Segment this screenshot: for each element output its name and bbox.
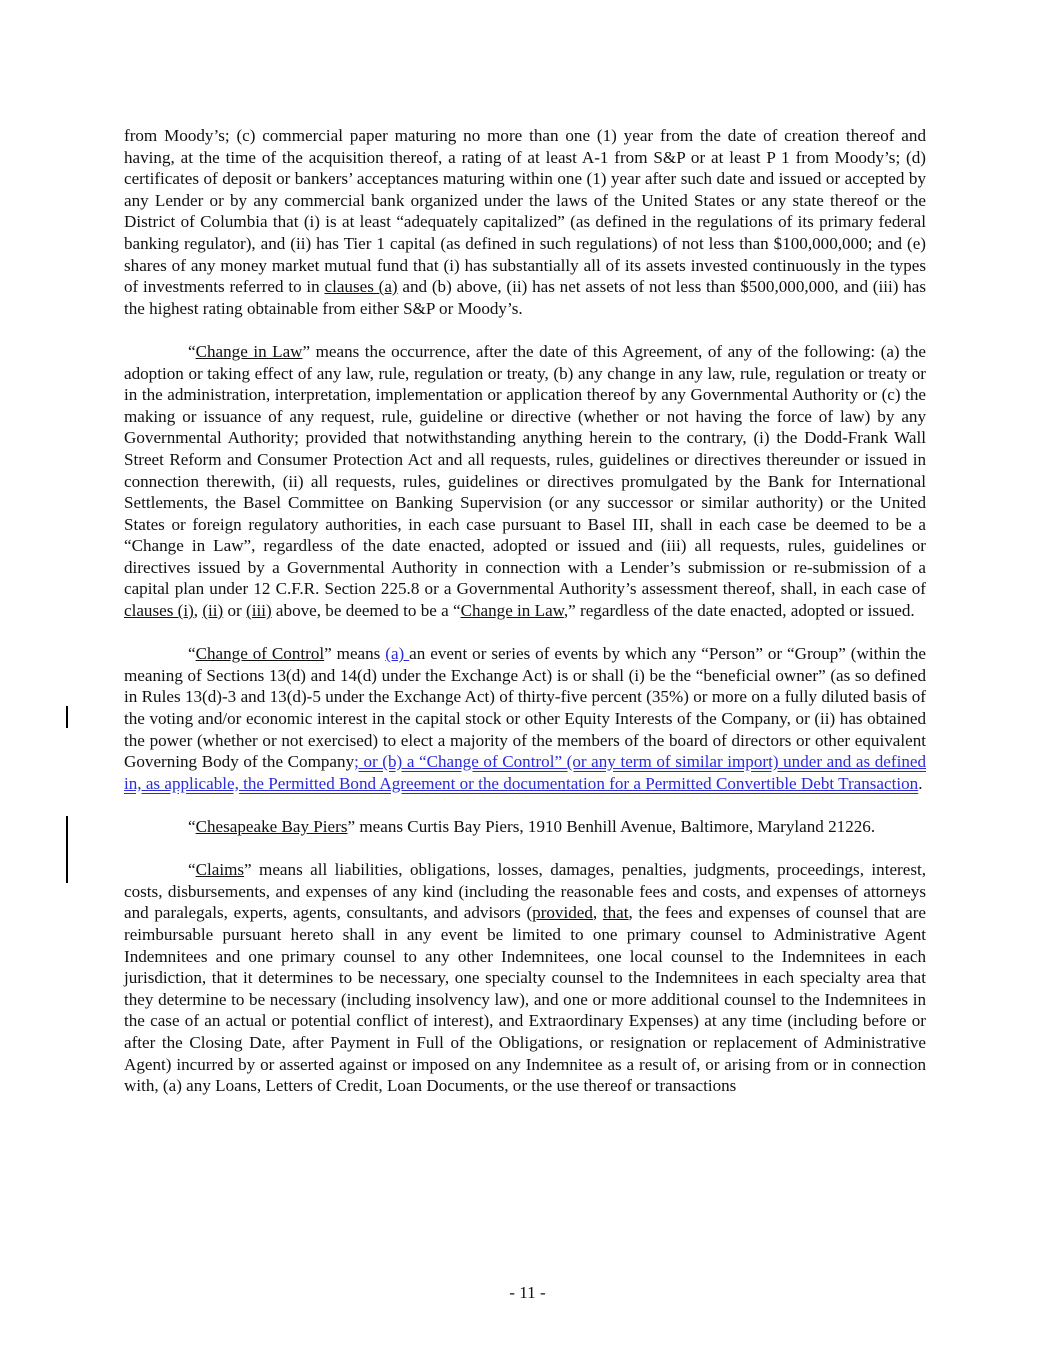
- paragraph-change-in-law: [124, 341, 926, 622]
- text: ,: [592, 903, 603, 923]
- defined-term-reference: Change in Law: [460, 601, 564, 621]
- defined-term: Change in Law: [195, 341, 303, 361]
- text: ” means Curtis Bay Piers, 1910 Benhill Avenue, Baltimore, Maryland 21226.: [347, 817, 876, 836]
- page-number: - 11 -: [509, 1283, 546, 1302]
- quote: “: [188, 341, 196, 361]
- clause-reference: clauses (a): [324, 277, 398, 297]
- text: ,” regardless of the date enacted, adopted or issued.: [563, 601, 915, 621]
- text: .: [918, 773, 923, 793]
- clause-reference: (iii): [246, 601, 272, 621]
- text: , the fees and expenses of counsel that are reimbursable pursuant hereto shall in any event be limited to one primary counsel to Administrative Agent Indemnitees and one primary counsel to any other Indemnitees, one local counsel to the Indemnitees in each jurisdiction, that it determines to be necessary, one specialty counsel to the Indemnitees in each specialty area that they determine to be necessary (including insolvency law), and one or more additional counsel to the Indemnitees in the case of an actual or potential conflict of interest), and Extraordinary Expenses) at any time (including before or after the Closing Date, after Payment in Full of the Obligations, or resignation or replacement of Administrative Agent) incurred by or asserted against or imposed on any Indemnitee as a result of, or arising from or in connection with, (a) any Loans, Letters of Credit, Loan Documents, or the use thereof or transactions: [124, 903, 927, 1096]
- change-bar-1: [66, 706, 68, 728]
- quote: “: [188, 860, 196, 880]
- document-body: [124, 125, 926, 1118]
- paragraph-chesapeake-bay-piers: [124, 816, 926, 838]
- text: ,: [193, 601, 203, 621]
- text: ” means all liabilities, obligations, losses, damages, penalties, judgments, proceedings, interest, costs, disbursements, and expenses of any kind (including the reasonable fees and costs, and expenses of attorneys and paralegals, experts, agents, consultants, and advisors (: [124, 860, 926, 923]
- proviso-word: that: [602, 903, 629, 923]
- text: from Moody’s; (c) commercial paper maturing no more than one (1) year from the date of creation thereof and having, at the time of the acquisition thereof, a rating of at least A-1 from S&P or at least P 1 from Moody’s; (d) certificates of deposit or bankers’ acceptances maturing within one (1) year after such date and issued or accepted by any Lender or by any commercial bank organized under the laws of the United States or any state thereof or the District of Columbia that (i) is at least “adequately capitalized” (as defined in the regulations of its primary federal banking regulator), and (ii) has Tier 1 capital (as defined in such regulations) of not less than $100,000,000; and (e) shares of any money market mutual fund that (i) has substantially all of its assets invested continuously in the types of investments referred to in: [124, 126, 926, 297]
- text: and (b) above, (ii) has net assets of not less than $500,000,000, and (iii) has the highest rating obtainable from either S&P or Moody’s.: [124, 277, 926, 318]
- clause-reference: (ii): [202, 601, 224, 621]
- change-bar-2: [66, 816, 68, 883]
- paragraph-cash-equivalents-continued: [124, 125, 926, 319]
- text: or: [223, 601, 247, 621]
- text: ” means: [324, 644, 386, 664]
- text: above, be deemed to be a “: [271, 601, 461, 621]
- defined-term: Claims: [195, 860, 245, 880]
- paragraph-change-of-control: [124, 643, 926, 794]
- quote: “: [188, 817, 196, 836]
- defined-term: Change of Control: [195, 644, 325, 664]
- text: an event or series of events by which any “Person” or “Group” (within the meaning of Sections 13(d) and 14(d) under the Exchange Act) is or shall (i) be the “beneficial owner” (as so defined in Rules 13(d)-3 and 13(d)-5 under the Exchange Act) of thirty-five percent (35%) or more on a fully diluted basis of the voting and/or economic interest in the capital stock or other Equity Interests of the Company, or (ii) has obtained the power (whether or not exercised) to elect a majority of the members of the board of directors or other equivalent Governing Body of the Company: [124, 644, 926, 772]
- inserted-text: (a): [385, 644, 410, 664]
- defined-term: Chesapeake Bay Piers: [195, 817, 348, 836]
- inserted-text: ; or (b) a “Change of Control” (or any term of similar import) under and as defined in, as applicable, the Permitted Bond Agreement or the documentation for a Permitted Convertible Debt Transaction: [124, 752, 927, 793]
- paragraph-claims: [124, 859, 926, 1097]
- proviso-word: provided: [532, 903, 593, 923]
- text: ” means the occurrence, after the date of this Agreement, of any of the following: (a) the adoption or taking effect of any law, rule, regulation or treaty, (b) any change in any law, rule, regulation or treaty or in the administration, interpretation, implementation or application thereof by any Governmental Authority or (c) the making or issuance of any request, rule, guideline or directive (whether or not having the force of law) by any Governmental Authority; provided that notwithstanding anything herein to the contrary, (i) the Dodd-Frank Wall Street Reform and Consumer Protection Act and all requests, rules, guidelines or directives thereunder or issued in connection therewith, (ii) all requests, rules, guidelines or directives promulgated by the Bank for International Settlements, the Basel Committee on Banking Supervision (or any successor or similar authority) or the United States or foreign regulatory authorities, in each case pursuant to Basel III, shall in each case be deemed to be a “Change in Law”, regardless of the date enacted, adopted or issued and (iii) all requests, rules, guidelines or directives issued by a Governmental Authority in connection with a Lender’s submission or re-submission of a capital plan under 12 C.F.R. Section 225.8 or a Governmental Authority’s assessment thereof, shall, in each case of: [124, 341, 926, 599]
- quote: “: [188, 644, 196, 664]
- clause-reference: clauses (i): [124, 601, 194, 621]
